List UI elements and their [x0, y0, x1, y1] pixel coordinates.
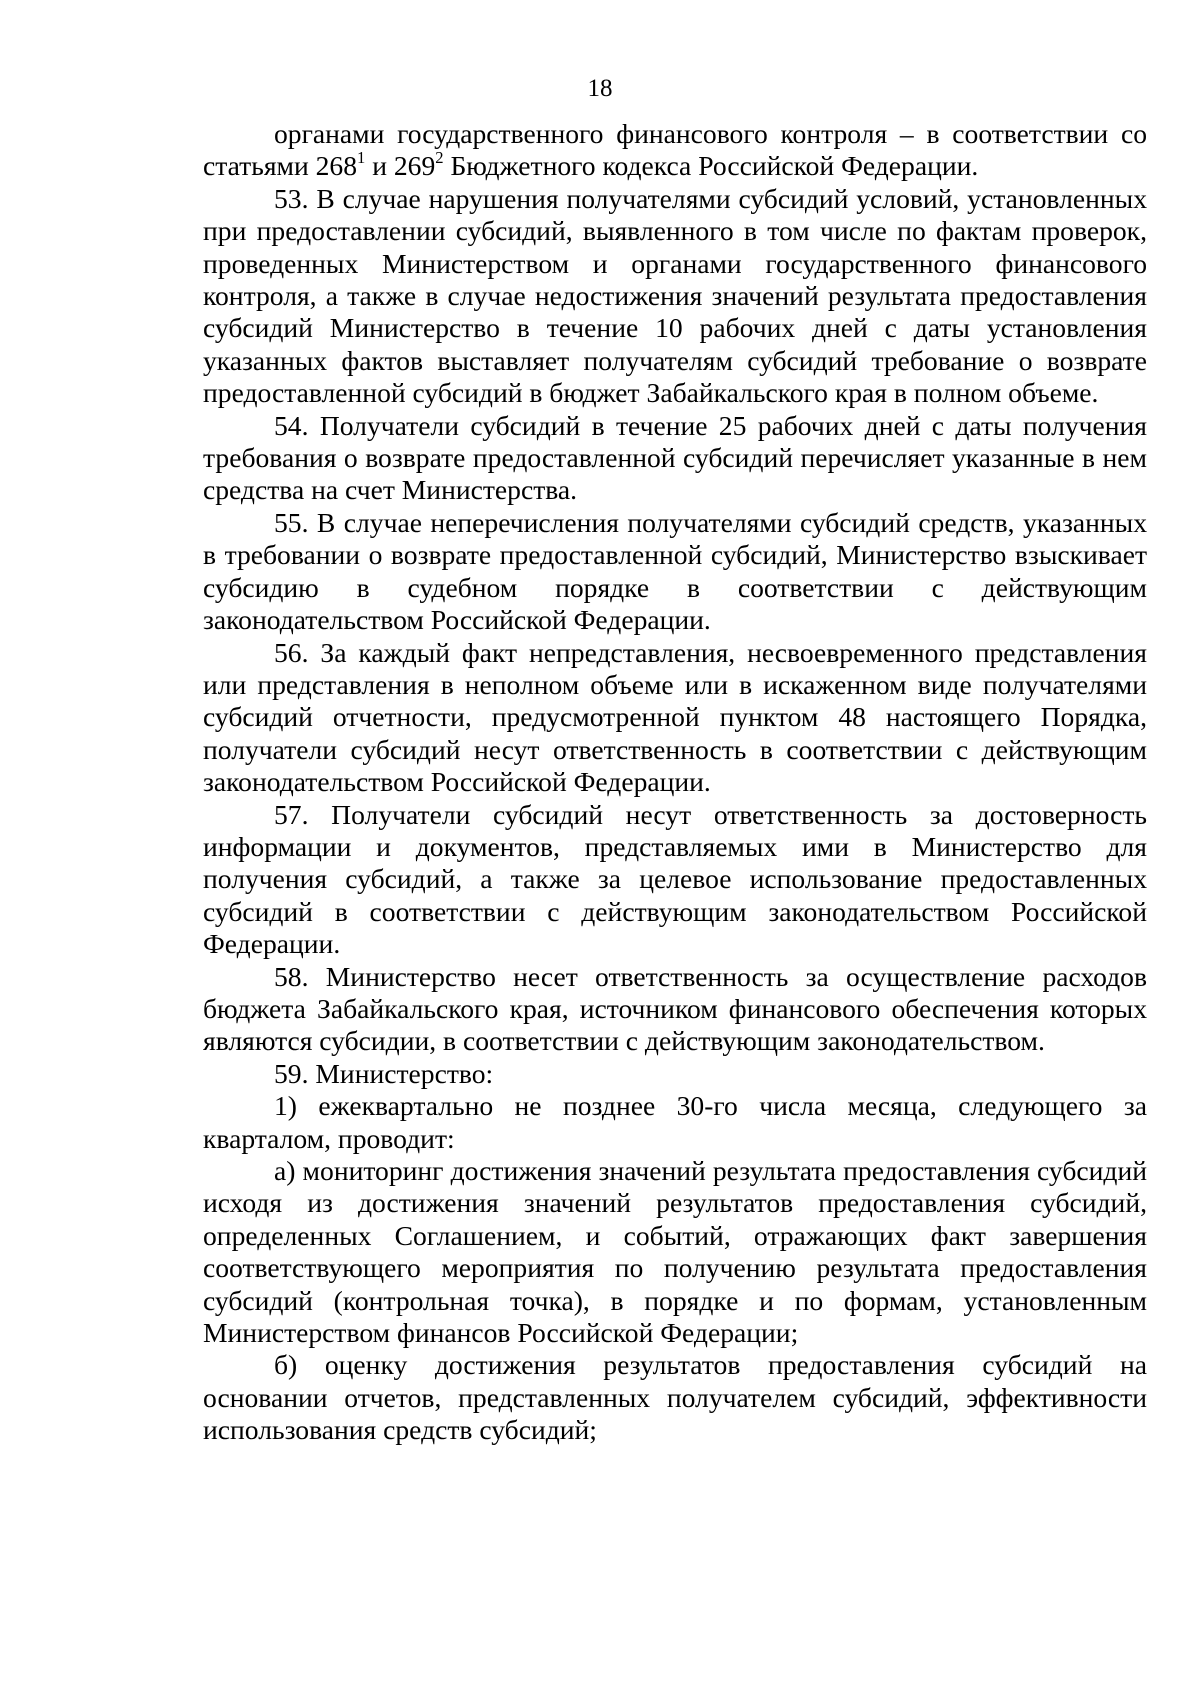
paragraph-53: 53. В случае нарушения получателями субсидий условий, установленных при предоставлении субсидий, выявленного в том числе по фактам проверок, проведенных Министерством и органами государственного финансового контроля, а также в случае недостижения значений результата предоставления субсидий Министерство в течение 10 рабочих дней с даты установления указанных фактов выставляет получателям субсидий требование о возврате предоставленной субсидий в бюджет Забайкальского края в полном объеме.: [203, 182, 1147, 409]
paragraph-continuation: [203, 118, 1147, 183]
paragraph-57: 57. Получатели субсидий несут ответственность за достоверность информации и документов, представляемых ими в Министерство для получения субсидий, а также за целевое использование предоставленных субсидий в соответствии с действующим законодательством Российской Федерации.: [203, 798, 1147, 960]
paragraph-text: органами государственного финансового контроля – в соответствии со статьями 268: [203, 118, 1147, 182]
document-body: [203, 118, 1147, 1447]
paragraph-59-1-a: а) мониторинг достижения значений результата предоставления субсидий исходя из достижения значений результатов предоставления субсидий, определенных Соглашением, и событий, отражающих факт завершения соответствующего мероприятия по получению результата предоставления субсидий (контрольная точка), в порядке и по формам, установленным Министерством финансов Российской Федерации;: [203, 1155, 1147, 1349]
paragraph-56: 56. За каждый факт непредставления, несвоевременного представления или представления в неполном объеме или в искаженном виде получателями субсидий отчетности, предусмотренной пунктом 48 настоящего Порядка, получатели субсидий несут ответственность в соответствии с действующим законодательством Российской Федерации.: [203, 636, 1147, 798]
paragraph-59: 59. Министерство:: [274, 1057, 494, 1089]
superscript: 2: [435, 147, 444, 167]
page-number: 18: [587, 75, 613, 102]
paragraph-59-1: 1) ежеквартально не позднее 30-го числа месяца, следующего за кварталом, проводит:: [203, 1090, 1147, 1154]
superscript: 1: [357, 147, 366, 167]
paragraph-58: 58. Министерство несет ответственность за осуществление расходов бюджета Забайкальского края, источником финансового обеспечения которых являются субсидии, в соответствии с действующим законодательством.: [203, 960, 1147, 1057]
paragraph-text: и 269: [365, 150, 436, 182]
paragraph-54: 54. Получатели субсидий в течение 25 рабочих дней с даты получения требования о возврате предоставленной субсидий перечисляет указанные в нем средства на счет Министерства.: [203, 409, 1147, 506]
paragraph-text: Бюджетного кодекса Российской Федерации.: [443, 150, 979, 182]
paragraph-55: 55. В случае неперечисления получателями субсидий средств, указанных в требовании о возврате предоставленной субсидий, Министерство взыскивает субсидию в судебном порядке в соответствии с действующим законодательством Российской Федерации.: [203, 506, 1147, 636]
paragraph-59-1-b: б) оценку достижения результатов предоставления субсидий на основании отчетов, представленных получателем субсидий, эффективности использования средств субсидий;: [203, 1349, 1147, 1446]
